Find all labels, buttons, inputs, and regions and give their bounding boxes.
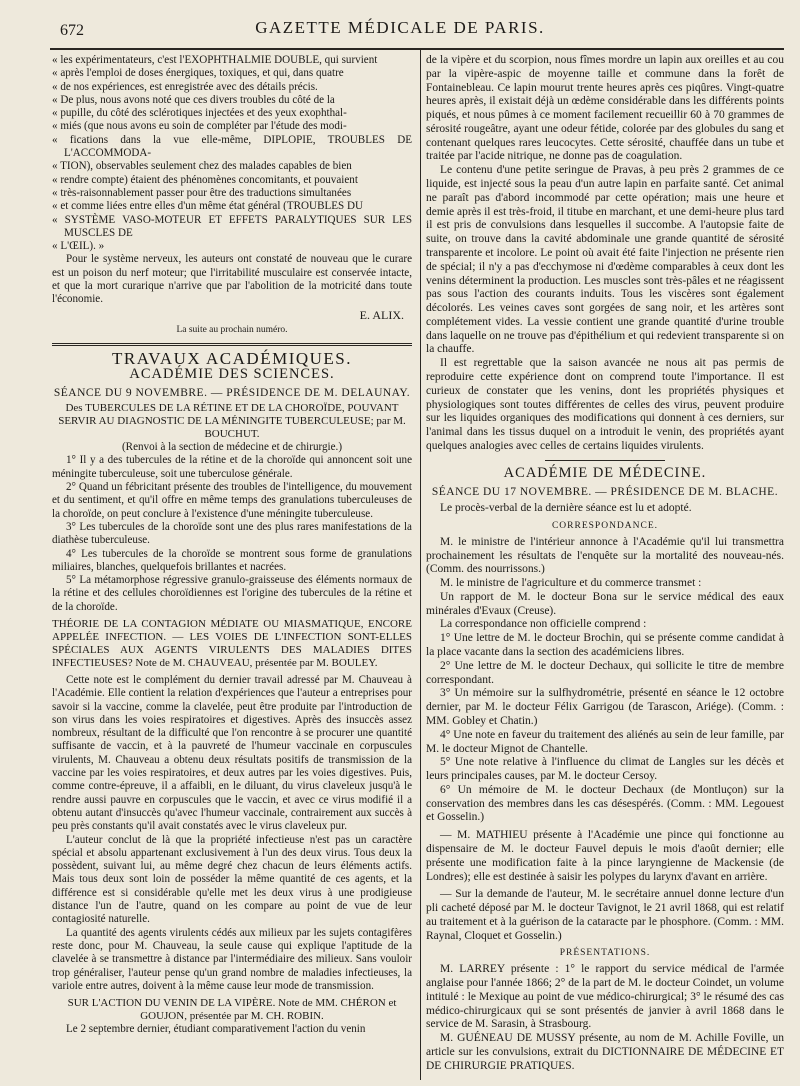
conclusion-point: 3° Les tubercules de la choroïde sont une des plus rares manifestations de la diathèse tuberculeuse. [52,520,412,547]
correspondence-item: 5° Une note relative à l'influence du climat de Langles sur les décès et leurs principales causes, par M. le docteur Cersoy. [426,756,784,783]
body-paragraph: de la vipère et du scorpion, nous fîmes mordre un lapin aux oreilles et au cou par la vipère-aspic de moyenne taille et commune dans la forêt de Fontainebleau. Ce lapin mourut trente heures après ces piqûres. Vingt-quatre heures après, il existait déjà un œdème considérable dans les différents points piqués, et nous pûmes à ce moment facilement recueillir 60 à 70 grammes de sérosité rougeâtre, ayant une odeur fétide, colorée par des globules du sang et contenant quelques rares leucocytes. Cette sérosité, chauffée dans un tube et traitée par l'acide nitrique, ne donne pas de coagulation. [426,54,784,163]
session-line: SÉANCE DU 9 NOVEMBRE. — PRÉSIDENCE DE M. DELAUNAY. [53,386,411,399]
body-paragraph: — M. MATHIEU présente à l'Académie une pince qui fonctionne au dispensaire de M. le docteur Fauvel depuis le mois d'août dernier; elle présente une modification faite à la pince laryngienne de Mackensie (de Londres); elle est destinée à saisir les polypes du larynx d'avant en arrière. [426,829,784,883]
body-paragraph: Un rapport de M. le docteur Bona sur le service médical des eaux minérales d'Evaux (Creuse). [426,590,784,617]
body-paragraph: Le contenu d'une petite seringue de Pravas, à peu près 2 grammes de ce liquide, est injecté sous la peau d'un autre lapin en parfaite santé. Cet animal ne paraît pas d'abord incommodé par cette opération; mais une heure et demie après il est très-froid, il titube en marchant, et une demi-heure plus tard il est pris de convulsions dans lesquelles il succombe. A l'autopsie faite de suite, on trouve dans la cavité abdominale une grande quantité de sérosité transparente et incolore. Le point où avait été faite l'injection ne présente rien de spécial; il n'y a pas d'ecchymose ni d'œdème comparables à ceux dont les venins déterminent la production. Les muscles sont très-pâles et ne réagissent pas sous l'action des courants induits. Tous les viscères sont également décolorés. Les veines caves sont gorgées de sang noir, et les artères sont complétement vides. La vessie contient une grande quantité d'urine trouble dans laquelle on ne trouve pas d'épithélium et qui redevient transparente si on la chauffe. [426,164,784,356]
nervous-system-paragraph: Pour le système nerveux, les auteurs ont constaté de nouveau que le curare est un poison du nerf moteur; que l'irritabilité musculaire est conservée intacte, et que la mort curarique n'arrive que par l'abolition de la motricité dans toute l'économie. [52,253,412,306]
academy-title: ACADÉMIE DES SCIENCES. [129,365,335,382]
quote-line: « miés (que nous avons eu soin de compléter par l'étude des modi- [52,120,347,133]
author-signature: E. ALIX. [359,307,404,322]
session-line: SÉANCE DU 17 NOVEMBRE. — PRÉSIDENCE DE M. BLACHE. [431,486,779,499]
quote-line: « et comme liées entre elles d'un même état général (TROUBLES DU [52,200,363,213]
body-paragraph: La quantité des agents virulents cédés aux milieux par les sujets contagifères reste donc, pour M. Chauveau, la seule cause qui explique l'aptitude de la clavelée à se transmettre à distance par l'intermédiaire des milieux. Sans vouloir trop généraliser, l'auteur pense qu'un grand nombre de maladies infectieuses, la variole entre autres, doivent à la même cause leur mode de transmission. [52,926,412,992]
body-paragraph: La correspondance non officielle comprend : [440,618,647,631]
quote-line: « De plus, nous avons noté que ces divers troubles du côté de la [52,93,335,106]
correspondence-item: 3° Un mémoire sur la sulfhydrométrie, présenté en séance le 12 octobre dernier, par M. le docteur Félix Garrigou (de Tarascon, Ariége). (Comm. : MM. Gobley et Chatin.) [426,687,784,727]
minutes-note: Le procès-verbal de la dernière séance est lu et adopté. [440,502,692,515]
correspondence-item: 6° Un mémoire de M. le docteur Dechaux (de Montluçon) sur la conservation des membres dans les cas désespérés. (Comm. : MM. Legouest et Gosselin.) [426,783,784,824]
section-rule [545,460,665,461]
correspondence-label: CORRESPONDANCE. [551,521,659,531]
referral-note: (Renvoi à la section de médecine et de chirurgie.) [121,441,343,454]
body-paragraph: Il est regrettable que la saison avancée ne nous ait pas permis de reproduire cette expérience dont on comprend toute l'importance. Il est curieux de constater que les venins, dont les propriétés physiques et physiologiques sont toutes différentes de celles des virus, peuvent produire sur les liquides organiques des modifications qui donnent à ces derniers, sur l'animal dans les tissus duquel on a introduit le venin, des propriétés ayant quelques analogies avec celles de certains liquides virulents. [426,357,784,452]
article-heading: THÉORIE DE LA CONTAGION MÉDIATE OU MIASMATIQUE, ENCORE APPELÉE INFECTION. — LES VOIES DE L'INFECTION SONT-ELLES SPÉCIALES AUX AGENTS VIRULENTS DES MALADIES DITES INFECTIEUSES? Note de M. CHAUVEAU, présentée par M. BOULEY. [52,617,412,669]
body-paragraph: M. GUÉNEAU DE MUSSY présente, au nom de M. Achille Foville, un article sur les convulsions, extrait du DICTIONNAIRE DE MÉDECINE ET DE CHIRURGIE PRATIQUES. [426,1032,784,1072]
right-column [426,54,784,1073]
correspondence-item: 2° Une lettre de M. le docteur Dechaux, qui sollicite le titre de membre correspondant. [426,659,784,686]
body-paragraph: Cette note est le complément du dernier travail adressé par M. Chauveau à l'Académie. Elle contient la relation d'expériences que l'auteur a entreprises pour savoir si la vaccine, comme la clavelée, peut être produite par l'introduction de son virus dans les voies respiratoires et digestives. Après des insuccès assez nombreux, résultant de la difficulté que l'on rencontre à se procurer une quantité suffisante de vaccin, et à la pauvreté de l'humeur vaccinale en corpuscules virulents, M. Chauveau a obtenu deux résultats positifs de transmission de la vaccine par les voies respiratoires, et deux autres par les voies digestives. Puis, comme contre-épreuve, il a affaibli, en le diluant, du virus claveleux jusqu'à le rendre aussi pauvre en corpuscules que le vaccin, et avec ce virus modifié il a obtenu autant d'insuccès qu'avec l'humeur vaccinale, contrairement aux succès à peu près constants qu'il avait constatés avec le virus claveleux pur. [52,673,412,833]
correspondence-item: 4° Une note en faveur du traitement des aliénés au sein de leur famille, par M. le docteur Mignot de Chantelle. [426,728,784,755]
conclusion-point: 5° La métamorphose régressive granulo-graisseuse des éléments normaux de la rétine et des cellules choroïdiennes est l'origine des tubercules de la rétine et de la choroïde. [52,574,412,613]
conclusion-point: 1° Il y a des tubercules de la rétine et de la choroïde qui annoncent soit une méningite tuberculeuse, soit une tuberculose générale. [52,454,412,480]
column-divider [420,50,421,1080]
conclusion-point: 2° Quand un fébricitant présente des troubles de l'intelligence, du mouvement et du sentiment, et qu'il offre en même temps des granulations tuberculeuses de la choroïde, on peut conclure à l'existence d'une méningite tuberculeuse. [52,481,412,520]
body-paragraph: — Sur la demande de l'auteur, M. le secrétaire annuel donne lecture d'un pli cacheté déposé par M. le docteur Tavignot, le 21 avril 1868, qui est relatif au traitement et à la guérison de la cataracte par le phosphore. (Comm. : MM. Raynal, Cloquet et Gosselin.) [426,888,784,942]
body-paragraph: M. LARREY présente : 1° le rapport du service médical de l'armée anglaise pour l'année 1866; 2° de la part de M. le docteur Coindet, un volume intitulé : le Mexique au point de vue médico-chirurgical; 3° le résumé des cas médico-chirurgicaux qui se sont présentés de janvier à avril 1868 dans le service de M. Sarasin, à Strasbourg. [426,963,784,1031]
body-paragraph: M. le ministre de l'agriculture et du commerce transmet : [440,577,702,590]
quote-line: « après l'emploi de doses énergiques, toxiques, et qui, dans quatre [52,67,344,80]
presentations-label: PRÉSENTATIONS. [559,948,651,959]
conclusion-point: 4° Les tubercules de la choroïde se montrent sous forme de granulations miliaires, blanches, quelquefois brillantes et nacrées. [52,547,412,573]
quote-line: « de nos expériences, est enregistrée avec des détails précis. [52,80,318,93]
quote-line: « très-raisonnablement passer pour être des traductions simultanées [52,186,352,199]
header-rule [50,48,784,50]
page-header [0,18,800,46]
body-paragraph: Le 2 septembre dernier, étudiant comparativement l'action du venin [66,1023,366,1036]
body-paragraph: M. le ministre de l'intérieur annonce à l'Académie qu'il lui transmettra prochainement les résultats de l'enquête sur la mortalité des nouveau-nés. (Comm. des nourrissons.) [426,535,784,576]
left-column [52,54,412,1036]
quote-line: « pupille, du côté des sclérotiques injectées et des yeux exophthal- [52,107,347,120]
article-heading: Des TUBERCULES DE LA RÉTINE ET DE LA CHOROÏDE, POUVANT SERVIR AU DIAGNOSTIC DE LA MÉNINGITE TUBERCULEUSE; par M. BOUCHUT. [58,402,406,441]
body-paragraph: L'auteur conclut de là que la propriété infectieuse n'est pas un caractère spécial et absolu appartenant exclusivement à l'un des deux virus. Tous deux la possèdent, suivant lui, au même degré chez chacun de leurs éléments actifs. Mais tous deux sont loin de posséder la même quantité de ces agents, et la différence est si considérable qu'elle met les deux virus à une prodigieuse distance l'un de l'autre, quand on les compare au point de vue de leur contagiosité naturelle. [52,833,412,926]
quote-line: « les expérimentateurs, c'est l'EXOPHTHALMIE DOUBLE, qui survient [52,54,378,66]
quote-line: « TION), observables seulement chez des malades capables de bien [52,160,352,173]
journal-title: GAZETTE MÉDICALE DE PARIS. [255,18,545,37]
quote-line: « L'ŒIL). » [52,240,105,253]
continued-note: La suite au prochain numéro. [176,324,288,335]
section-title: TRAVAUX ACADÉMIQUES. [111,349,352,369]
correspondence-item: 1° Une lettre de M. le docteur Brochin, qui se présente comme candidat à la place vacante dans la section des académiciens libres. [426,632,784,659]
academy-title: ACADÉMIE DE MÉDECINE. [503,464,707,481]
section-rule [52,343,412,346]
article-heading: SUR L'ACTION DU VENIN DE LA VIPÈRE. Note de MM. CHÉRON et GOUJON, présentée par M. CH. ROBIN. [67,997,397,1023]
exophthalmie-quote [52,54,412,253]
quote-line: « rendre compte) étaient des phénomènes concomitants, et pouvaient [52,173,358,186]
page-number: 672 [60,22,84,39]
quote-line: « fications dans la vue elle-même, DIPLOPIE, TROUBLES DE L'ACCOMMODA- [52,133,412,160]
quote-line: « SYSTÈME VASO-MOTEUR ET EFFETS PARALYTIQUES SUR LES MUSCLES DE [52,213,412,239]
